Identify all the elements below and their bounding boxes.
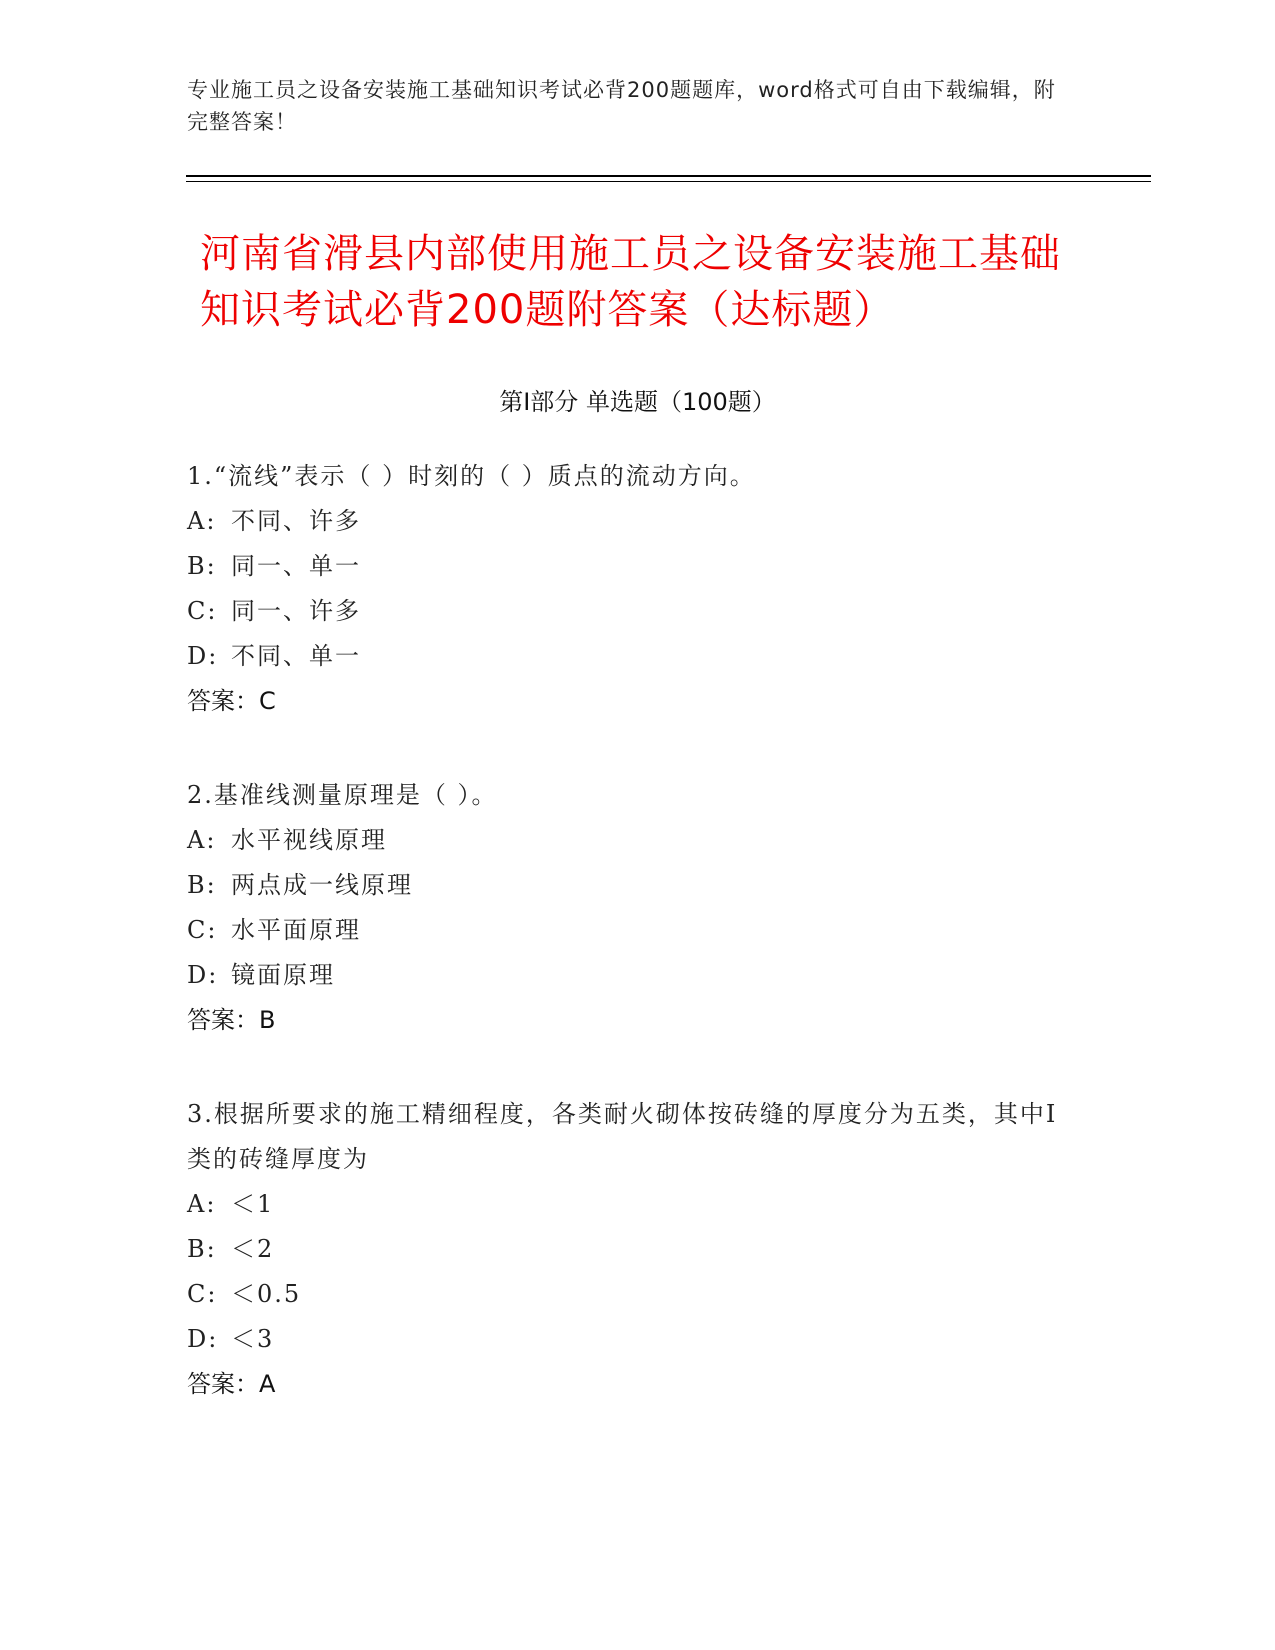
option-b: [187, 863, 1067, 908]
option-text: ＜1: [231, 1190, 275, 1218]
option-b: [187, 1227, 1067, 1272]
option-a: [187, 1182, 1067, 1227]
option-text: 水平面原理: [231, 916, 361, 944]
question-stem: 1.“流线”表示（ ）时刻的（ ）质点的流动方向。: [187, 462, 756, 490]
option-letter: D:: [187, 961, 219, 989]
option-letter: A:: [187, 826, 217, 854]
question-stem: 2.基准线测量原理是（ ）。: [187, 781, 498, 809]
option-letter: C:: [187, 1280, 218, 1308]
option-text: 镜面原理: [231, 961, 335, 989]
question-2: [187, 773, 1067, 1043]
question-3: [187, 1092, 1067, 1407]
answer: 答案：C: [187, 687, 276, 715]
header-divider-thick: [186, 175, 1151, 177]
option-text: 不同、许多: [231, 507, 361, 535]
option-letter: B:: [187, 871, 217, 899]
option-text: 两点成一线原理: [231, 871, 413, 899]
option-c: [187, 908, 1067, 953]
answer: 答案：A: [187, 1370, 276, 1398]
option-letter: D:: [187, 1325, 219, 1353]
option-letter: A:: [187, 1190, 217, 1218]
option-letter: C:: [187, 916, 218, 944]
option-letter: C:: [187, 597, 218, 625]
option-a: [187, 818, 1067, 863]
section-heading: 第Ⅰ部分 单选题（100题）: [499, 388, 776, 416]
question-1: [187, 454, 1067, 724]
option-d: [187, 1317, 1067, 1362]
option-d: [187, 634, 1067, 679]
option-text: 不同、单一: [231, 642, 361, 670]
option-letter: B:: [187, 552, 217, 580]
header-divider-thin: [186, 181, 1151, 182]
option-text: ＜0.5: [231, 1280, 302, 1308]
option-letter: D:: [187, 642, 219, 670]
option-d: [187, 953, 1067, 998]
option-c: [187, 589, 1067, 634]
option-letter: B:: [187, 1235, 217, 1263]
option-text: 同一、许多: [231, 597, 361, 625]
option-text: 同一、单一: [231, 552, 361, 580]
document-title: 河南省滑县内部使用施工员之设备安装施工基础知识考试必背200题附答案（达标题）: [200, 231, 1061, 333]
option-text: ＜3: [231, 1325, 275, 1353]
question-stem: 3.根据所要求的施工精细程度，各类耐火砌体按砖缝的厚度分为五类，其中Ⅰ类的砖缝厚度为: [187, 1100, 1058, 1173]
option-c: [187, 1272, 1067, 1317]
option-letter: A:: [187, 507, 217, 535]
option-b: [187, 544, 1067, 589]
answer: 答案：B: [187, 1006, 276, 1034]
option-text: ＜2: [231, 1235, 275, 1263]
option-text: 水平视线原理: [231, 826, 387, 854]
option-a: [187, 499, 1067, 544]
header-note: 专业施工员之设备安装施工基础知识考试必背200题题库，word格式可自由下载编辑，附完整答案！: [187, 78, 1056, 134]
